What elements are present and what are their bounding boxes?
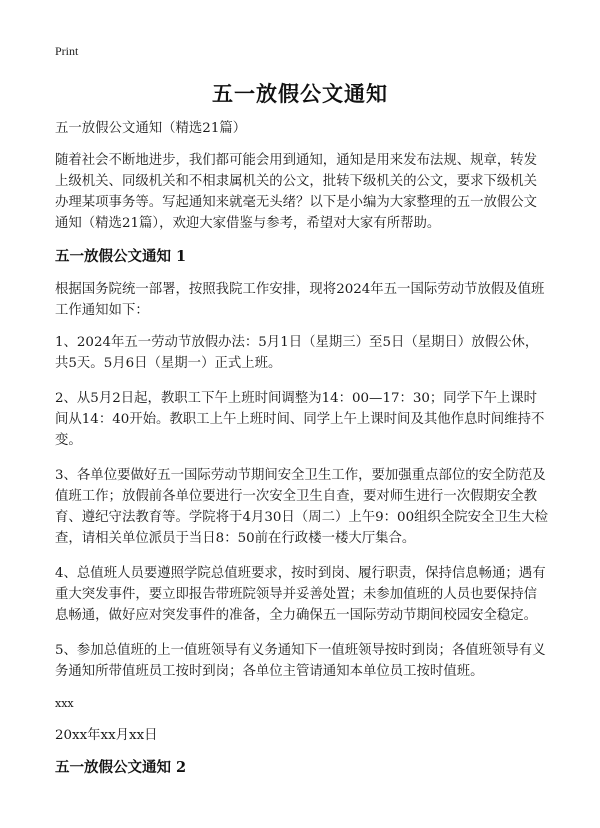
- page-title: 五一放假公文通知: [212, 82, 388, 106]
- list-item: 5、参加总值班的上一值班领导有义务通知下一值班领导按时到岗；各值班领导有义务通知所带值班员工按时到岗；各单位主管请通知本单位员工按时值班。: [55, 643, 546, 679]
- section-heading-1: 五一放假公文通知 1: [55, 248, 187, 265]
- document-body: [55, 118, 550, 778]
- notice-paragraph: 根据国务院统一部署，按照我院工作安排，现将2024年五一国际劳动节放假及值班工作通知如下：: [55, 282, 545, 318]
- intro-paragraph: 随着社会不断地进步，我们都可能会用到通知，通知是用来发布法规、规章，转发上级机关、同级机关和不相隶属机关的公文，批转下级机关的公文，要求下级机关办理某项事务等。写起通知来就毫无头绪？以下是小编为大家整理的五一放假公文通知（精选21篇），欢迎大家借鉴与参考，希望对大家有所帮助。: [55, 153, 538, 231]
- list-item: 2、从5月2日起，教职工下午上班时间调整为14：00—17：30；同学下午上课时间从14：40开始。教职工上午上班时间、同学上午上课时间及其他作息时间维持不变。: [55, 391, 545, 448]
- list-item: 3、各单位要做好五一国际劳动节期间安全卫生工作，要加强重点部位的安全防范及值班工作；放假前各单位要进行一次安全卫生自查，要对师生进行一次假期安全教育、遵纪守法教育等。学院将于4月30日（周二）上午9：00组织全院安全卫生大检查，请相关单位派员于当日8：50前在行政楼一楼大厅集合。: [55, 468, 549, 546]
- list-item: 4、总值班人员要遵照学院总值班要求，按时到岗、履行职责，保持信息畅通；遇有重大突发事件，要立即报告带班院领导并妥善处置；未参加值班的人员也要保持信息畅通，做好应对突发事件的准备，全力确保五一国际劳动节期间校园安全稳定。: [55, 566, 546, 623]
- signature: xxx: [55, 697, 74, 710]
- print-label: Print: [55, 44, 79, 58]
- list-item: 1、2024年五一劳动节放假办法：5月1日（星期三）至5日（星期日）放假公休，共5天。5月6日（星期一）正式上班。: [55, 335, 539, 371]
- date-line: 20xx年xx月xx日: [55, 728, 158, 743]
- section-heading-2: 五一放假公文通知 2: [55, 759, 187, 776]
- document-subtitle: 五一放假公文通知（精选21篇）: [55, 121, 247, 136]
